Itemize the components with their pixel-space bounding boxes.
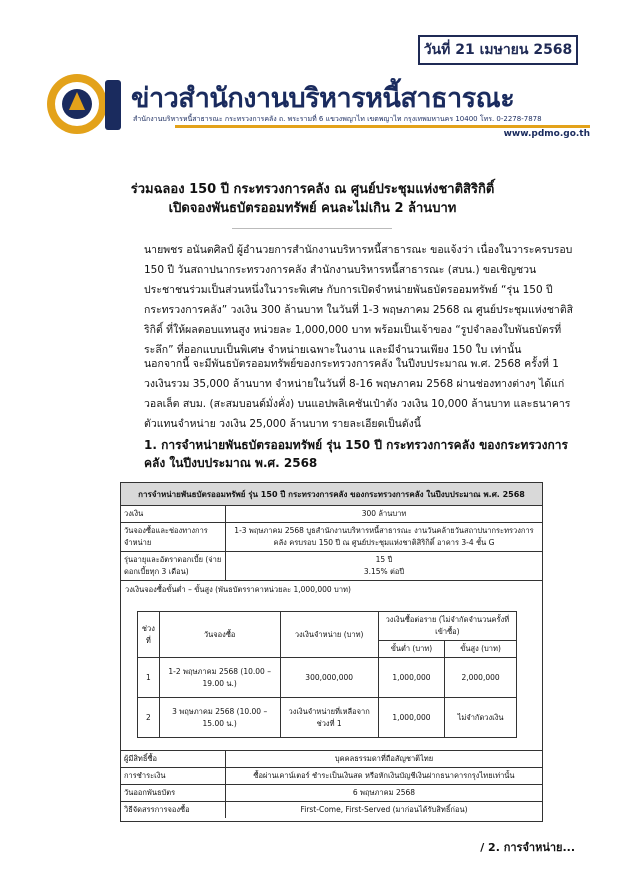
row2-min: 1,000,000 xyxy=(378,698,444,738)
period-header: ช่วงที่ xyxy=(138,612,160,658)
headline-line-2: เปิดจองพันธบัตรออมทรัพย์ คนละไม่เกิน 2 ล้านบาท xyxy=(168,201,457,216)
section-heading: 1. การจำหน่ายพันธบัตรออมทรัพย์ รุ่น 150 ปี กระทรวงการคลัง ของกระทรวงการคลัง ในปีงบประมาณ พ.ศ. 2568 xyxy=(144,438,568,470)
table-row xyxy=(121,751,542,768)
row2-date: 3 พฤษภาคม 2568 (10.00 – 15.00 น.) xyxy=(159,698,280,738)
table-row xyxy=(121,581,542,751)
buyer-value: บุคคลธรรมดาที่ถือสัญชาติไทย xyxy=(334,754,434,763)
min-header: ขั้นต่ำ (บาท) xyxy=(378,641,444,658)
masthead-title: ข่าวสำนักงานบริหารหนี้สาธารณะ xyxy=(131,83,515,114)
masthead-address: สำนักงานบริหารหนี้สาธารณะ กระทรวงการคลัง ถ. พระรามที่ 6 แขวงพญาไท เขตพญาไท กรุงเทพมหานคร 10400 โทร. 0-2278-7878 xyxy=(133,115,542,123)
row2-amount: วงเงินจำหน่ายที่เหลือจากช่วงที่ 1 xyxy=(280,698,378,738)
headline-divider xyxy=(232,228,392,229)
paragraph-1: นายพชร อนันตศิลป์ ผู้อำนวยการสำนักงานบริหารหนี้สาธารณะ ขอแจ้งว่า เนื่องในวาระครบรอบ 150 ปี วันสถาปนากระทรวงการคลัง สำนักงานบริหารหนี้สาธารณะ (สบน.) ขอเชิญชวนประชาชนร่วมเป็นส่วนหนึ่งในวาระพิเศษ กับการเปิดจำหน่ายพันธบัตรออมทรัพย์ “รุ่น 150 ปี กระทรวงการคลัง” วงเงิน 300 ล้านบาท ในวันที่ 1-3 พฤษภาคม 2568 ณ ศูนย์ประชุมแห่งชาติสิริกิติ์ ที่ให้ผลตอบแทนสูง หน่วยละ 1,000,000 บาท พร้อมเป็นเจ้าของ “รูปจำลองใบพันธบัตรที่ระลึก” ที่ออกแบบเป็นพิเศษ จำหน่ายเฉพาะในงาน และมีจำนวนเพียง 150 ใบ เท่านั้น xyxy=(144,244,574,356)
headline-line-1: ร่วมฉลอง 150 ปี กระทรวงการคลัง ณ ศูนย์ประชุมแห่งชาติสิริกิติ์ xyxy=(130,182,495,197)
row1-amount: 300,000,000 xyxy=(280,658,378,698)
table-row xyxy=(121,802,542,818)
date-box xyxy=(418,35,578,65)
rate-value: 3.15% ต่อปี xyxy=(363,567,405,576)
table-title: การจำหน่ายพันธบัตรออมทรัพย์ รุ่น 150 ปี กระทรวงการคลัง ของกระทรวงการคลัง ในปีงบประมาณ พ.ศ. 2568 xyxy=(121,483,542,506)
table-row xyxy=(121,506,542,523)
issue-label: วันออกพันธบัตร xyxy=(121,785,226,801)
buyer-label: ผู้มีสิทธิ์ซื้อ xyxy=(121,751,226,767)
continued-note: / 2. การจำหน่าย... xyxy=(480,841,575,854)
table-row xyxy=(121,552,542,581)
table-row xyxy=(121,785,542,802)
term-label: รุ่นอายุและอัตราดอกเบี้ย (จ่ายดอกเบี้ยทุก 3 เดือน) xyxy=(121,552,226,580)
payment-value: ซื้อผ่านเคาน์เตอร์ ชำระเป็นเงินสด หรือหักเงินบัญชีเงินฝากธนาคารกรุงไทยเท่านั้น xyxy=(253,771,515,780)
paragraph-2: นอกจากนี้ จะมีพันธบัตรออมทรัพย์ของกระทรวงการคลัง ในปีงบประมาณ พ.ศ. 2568 ครั้งที่ 1 วงเงินรวม 35,000 ล้านบาท จำหน่ายในวันที่ 8-16 พฤษภาคม 2568 ผ่านช่องทางต่างๆ ได้แก่ วอลเล็ต สบม. (สะสมบอนด์มั่งคั่ง) บนแอปพลิเคชันเป๋าตัง วงเงิน 10,000 ล้านบาท และธนาคารตัวแทนจำหน่าย วงเงิน 25,000 ล้านบาท รายละเอียดเป็นดังนี้ xyxy=(144,358,571,430)
issue-value: 6 พฤษภาคม 2568 xyxy=(352,788,416,797)
sale-amount-header: วงเงินจำหน่าย (บาท) xyxy=(280,612,378,658)
limit-label: วงเงินจองซื้อขั้นต่ำ – ขั้นสูง (พันธบัตรราคาหน่วยละ 1,000,000 บาท) xyxy=(125,585,351,594)
row1-date: 1-2 พฤษภาคม 2568 (10.00 – 19.00 น.) xyxy=(159,658,280,698)
method-label: วิธีจัดสรรการจองซื้อ xyxy=(121,802,226,818)
inner-table xyxy=(137,611,517,738)
term-cell xyxy=(226,552,542,580)
pdmo-logo-icon xyxy=(45,70,125,140)
amount-label: วงเงิน xyxy=(121,506,226,522)
per-person-header: วงเงินซื้อต่อราย (ไม่จำกัดจำนวนครั้งที่เข้าซื้อ) xyxy=(378,612,516,641)
booking-date-header: วันจองซื้อ xyxy=(159,612,280,658)
booking-label: วันจองซื้อและช่องทางการจำหน่าย xyxy=(121,523,226,551)
payment-label: การชำระเงิน xyxy=(121,768,226,784)
table-row xyxy=(121,523,542,552)
row2-period: 2 xyxy=(138,698,160,738)
booking-value: 1-3 พฤษภาคม 2568 บูธสำนักงานบริหารหนี้สาธารณะ งานวันคล้ายวันสถาปนากระทรวงการคลัง ครบรอบ 150 ปี ณ ศูนย์ประชุมแห่งชาติสิริกิติ์ อาคาร 3-4 ชั้น G xyxy=(234,526,534,547)
row2-max: ไม่จำกัดวงเงิน xyxy=(445,698,517,738)
masthead xyxy=(45,70,590,140)
bond-table xyxy=(120,482,543,822)
date-label: วันที่ 21 เมษายน 2568 xyxy=(423,42,573,58)
row1-max: 2,000,000 xyxy=(445,658,517,698)
masthead-rule xyxy=(175,125,590,128)
website-link[interactable]: www.pdmo.go.th xyxy=(503,129,590,139)
amount-value: 300 ล้านบาท xyxy=(361,509,407,518)
method-value: First-Come, First-Served (มาก่อนได้รับสิทธิ์ก่อน) xyxy=(300,805,468,814)
row1-period: 1 xyxy=(138,658,160,698)
max-header: ขั้นสูง (บาท) xyxy=(445,641,517,658)
term-value: 15 ปี xyxy=(375,555,393,564)
row1-min: 1,000,000 xyxy=(378,658,444,698)
table-row xyxy=(121,768,542,785)
